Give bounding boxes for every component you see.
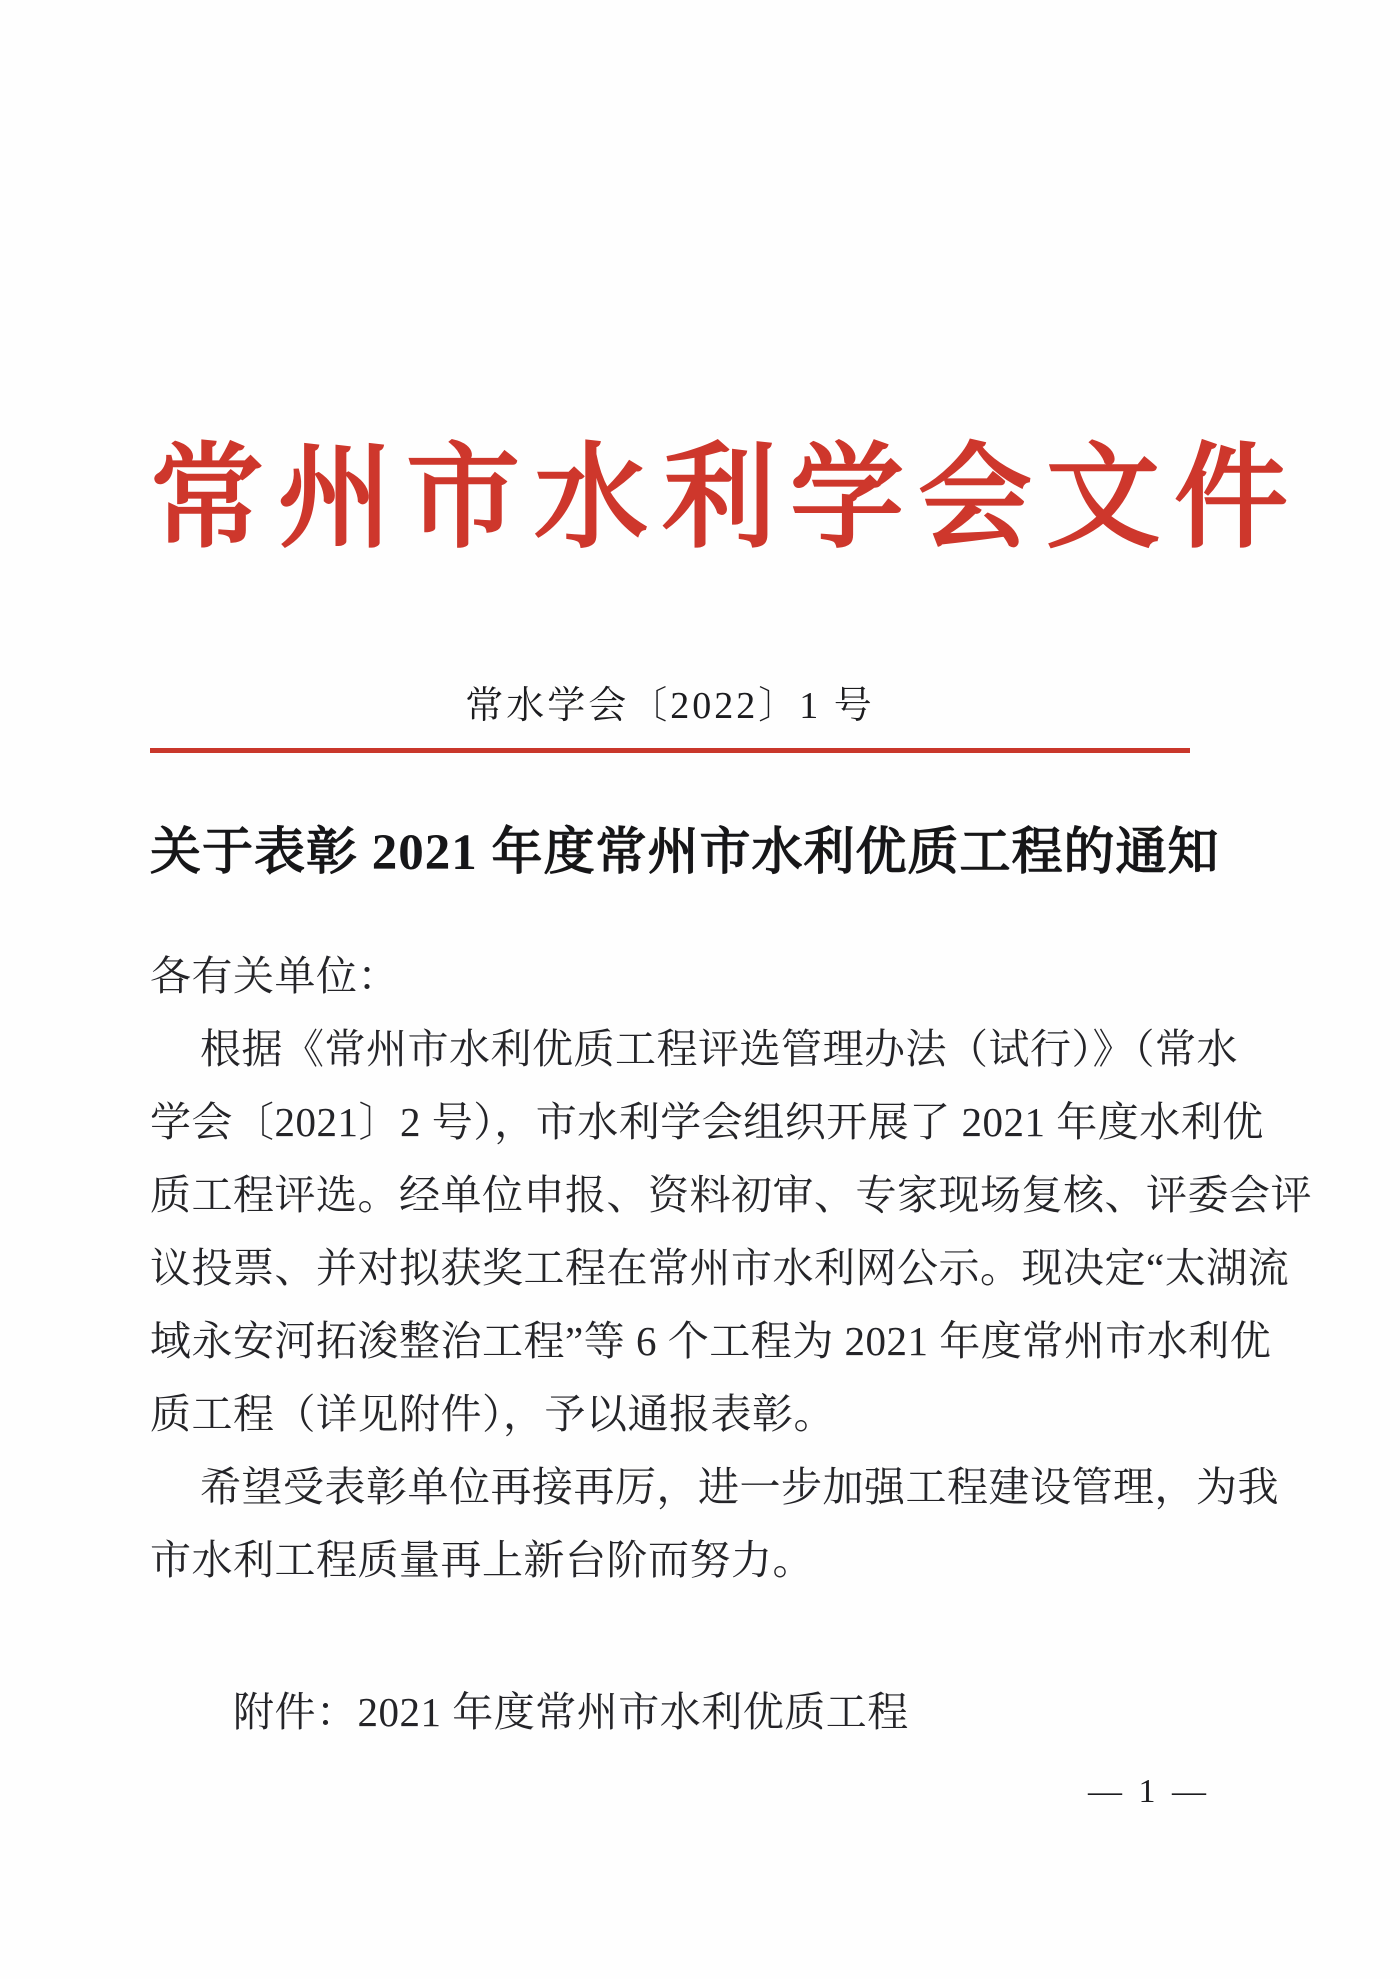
page-number: — 1 — xyxy=(1088,1773,1210,1810)
red-divider-line xyxy=(150,748,1190,753)
paragraph1-line: 质工程（详见附件），予以通报表彰。 xyxy=(150,1391,835,1437)
letterhead-title: 常州市水利学会文件 xyxy=(150,435,1303,562)
paragraph1-line: 议投票、并对拟获奖工程在常州市水利网公示。现决定“太湖流 xyxy=(150,1245,1290,1291)
attachment-section xyxy=(150,1676,1190,1749)
document-number: 常水学会〔2022〕1 号 xyxy=(465,685,875,727)
paragraph1-line: 根据《常州市水利优质工程评选管理办法（试行）》（常水 xyxy=(200,1026,1238,1072)
paragraph1-line: 域永安河拓浚整治工程”等 6 个工程为 2021 年度常州市水利优 xyxy=(150,1318,1272,1364)
notice-title: 关于表彰 2021 年度常州市水利优质工程的通知 xyxy=(150,825,1220,881)
paragraph1-line: 学会〔2021〕2 号），市水利学会组织开展了 2021 年度水利优 xyxy=(150,1099,1264,1145)
notice-body xyxy=(150,940,1312,1597)
paragraph2-line: 市水利工程质量再上新台阶而努力。 xyxy=(150,1537,814,1583)
salutation-line: 各有关单位： xyxy=(150,953,399,999)
attachment-line: 附件：2021 年度常州市水利优质工程 xyxy=(233,1689,909,1735)
paragraph2-line: 希望受表彰单位再接再厉，进一步加强工程建设管理，为我 xyxy=(200,1464,1279,1510)
paragraph1-line: 质工程评选。经单位申报、资料初审、专家现场复核、评委会评 xyxy=(150,1172,1312,1218)
